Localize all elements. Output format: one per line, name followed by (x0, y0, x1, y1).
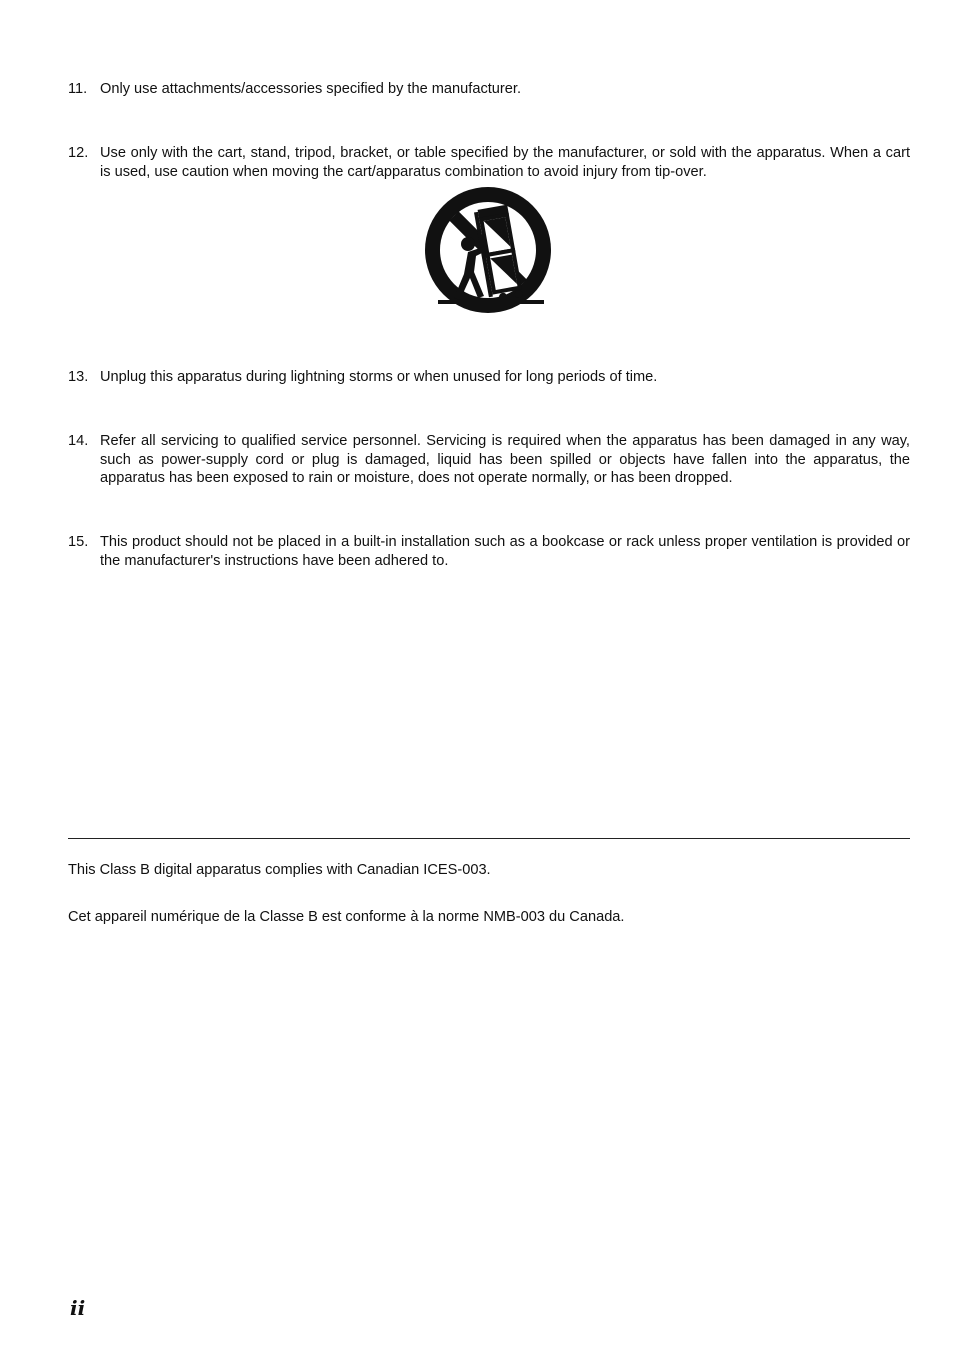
instruction-text: Unplug this apparatus during lightning storms or when unused for long periods of time. (100, 369, 658, 385)
instruction-item-15 (68, 533, 910, 570)
instruction-number: 11. (68, 81, 88, 97)
instruction-text: Use only with the cart, stand, tripod, bracket, or table specified by the manufacturer, or sold with the apparatus. When a cart is used, use caution when moving the cart/apparatus combination to avoid injury from tip-over. (100, 145, 910, 180)
compliance-statement-english: This Class B digital apparatus complies with Canadian ICES-003. (68, 862, 491, 878)
section-divider (68, 838, 910, 839)
page-number: ii (70, 1296, 86, 1320)
instruction-number: 14. (68, 433, 89, 449)
instruction-number: 13. (68, 369, 89, 385)
instruction-item-12 (68, 144, 910, 181)
compliance-statement-french: Cet appareil numérique de la Classe B est conforme à la norme NMB-003 du Canada. (68, 909, 625, 925)
instruction-number: 12. (68, 145, 89, 161)
instruction-item-13 (68, 368, 910, 387)
instruction-number: 15. (68, 534, 89, 550)
instruction-text: Only use attachments/accessories specified by the manufacturer. (100, 81, 521, 97)
instruction-text: Refer all servicing to qualified service personnel. Servicing is required when the apparatus has been damaged in any way, such as power-supply cord or plug is damaged, liquid has been spilled or objects have fallen into the apparatus, the apparatus has been exposed to rain or moisture, does not operate normally, or has been dropped. (100, 433, 910, 486)
cart-tip-over-warning-icon (424, 186, 552, 314)
instruction-item-11 (68, 80, 910, 99)
instruction-item-14 (68, 432, 910, 488)
instruction-text: This product should not be placed in a built-in installation such as a bookcase or rack unless proper ventilation is provided or the manufacturer's instructions have been adhered to. (100, 534, 910, 569)
